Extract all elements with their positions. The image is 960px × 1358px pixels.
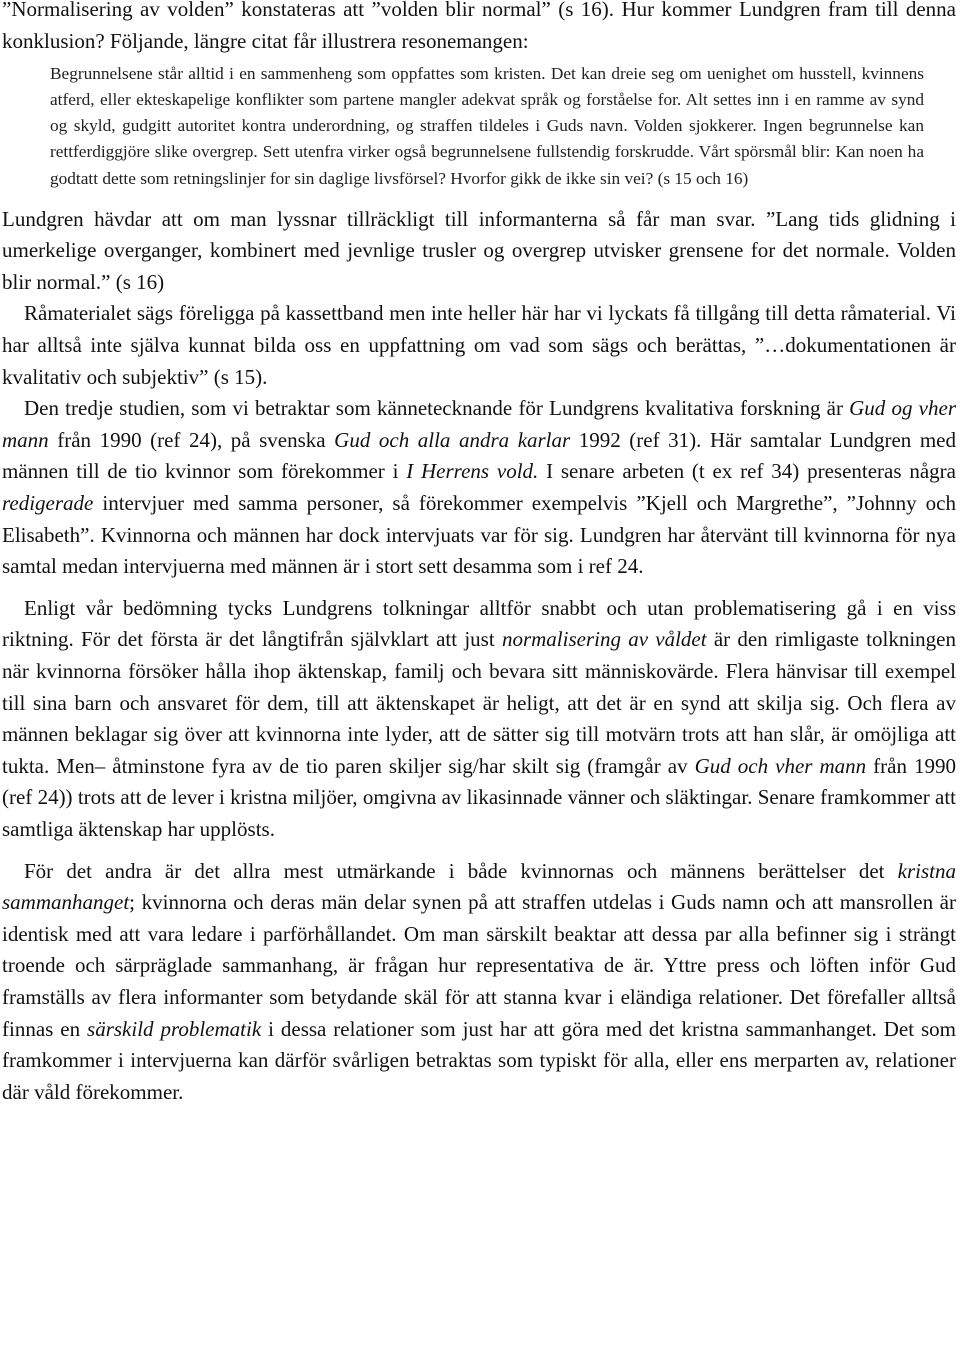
emphasis-redigerade: redigerade bbox=[2, 491, 94, 515]
paragraph-4-text: Enligt vår bedömning tycks Lundgrens tolkningar alltför snabbt och utan problematisering gå i en viss riktning. För det första är det långtifrån självklart att just bbox=[2, 595, 956, 652]
paragraph-1: Lundgren hävdar att om man lyssnar tillräckligt till informanterna så får man svar. ”Lang tids glidning i umerkelige overganger, kombinert med jevnlige trusler og overgrep utvisker grensene for det normale. Volden blir normal.” (s 16) bbox=[2, 206, 956, 294]
paragraph-3-text: I senare arbeten (t ex ref 34) presenteras några bbox=[538, 459, 956, 484]
emphasis-normalisering-av-valdet: normalisering av våldet bbox=[501, 627, 707, 652]
block-quote: Begrunnelsene står alltid i en sammenheng som oppfattes som kristen. Det kan dreie seg om uenighet om husstell, kvinnens atferd, eller ekteskapelige konflikter som partene mangler adekvat språk og forståelse for. Alt settes inn i en ramme av synd og skyld, gudgitt autoritet kontra underordning, og straffen tildeles i Guds navn. Volden sjokkerer. Ingen begrunnelse kan rettferdiggjöre slike overgrep. Sett utenfra virker også begrunnelsene fullstendig forskrudde. Vårt spörsmål blir: Kan noen ha godtatt dette som retningslinjer for sin daglige livsförsel? Hvorfor gikk de ikke sin vei? (s 15 och 16) bbox=[50, 64, 924, 188]
paragraph-5-text: För det andra är det allra mest utmärkande i både kvinnornas och männens berättelser det bbox=[24, 858, 898, 883]
emphasis-sarskild-problematik: särskild problematik bbox=[87, 1016, 262, 1041]
paragraph-4 bbox=[0, 593, 960, 846]
paragraph-5-text: ; kvinnorna och deras män delar synen på att straffen utdelas i Guds namn och att mansrollen är identisk med att vara ledare i parförhållandet. Om man särskilt beaktar att dessa par alla befinner sig i strängt troende och särpräglade sammanhang, är frågan hur representativa de är. Yttre press och löften inför Gud framställs av flera informanter som betydande skäl för att stanna kvar i eländiga relationer. Det förefaller alltså finnas en bbox=[2, 890, 956, 1041]
paragraph-3-text: 1992 (ref 31). Här samtalar Lundgren med männen till de tio kvinnor som förekommer i bbox=[2, 427, 956, 484]
emphasis-kristna-sammanhanget: kristna sammanhanget bbox=[2, 858, 956, 915]
paragraph-3-text: Den tredje studien, som vi betraktar som kännetecknande för Lundgrens kvalitativa forskning är bbox=[24, 396, 850, 421]
paragraph-3 bbox=[0, 393, 960, 583]
paragraph-4-text: är den rimligaste tolkningen när kvinnorna försöker hålla ihop äktenskap, familj och bevara sitt människovärde. Flera hänvisar till exempel till sina barn och ansvaret för dem, till att äktenskapet är heligt, att det är en synd att skilja sig. Och flera av männen beklagar sig över att kvinnorna inte lyder, att de sätter sig till motvärn trots att han slår, är omöjliga att tukta. Men– åtminstone fyra av de tio paren skiljer sig/har skilt sig (framgår av bbox=[2, 627, 957, 778]
paragraph-3-text: från 1990 (ref 24), på svenska bbox=[48, 427, 335, 452]
paragraph-5-text: i dessa relationer som just har att göra med det kristna sammanhanget. Det som framkommer i intervjuerna kan därför svårligen betraktas som typiskt för alla, eller ens merparten av, relationer där våld förekommer. bbox=[2, 1016, 956, 1104]
book-title-gud-och-vher-mann: Gud och vher mann bbox=[694, 753, 867, 778]
paragraph-3-text: intervjuer med samma personer, så förekommer exempelvis ”Kjell och Margrethe”, ”Johnny och Elisabeth”. Kvinnorna och männen har dock intervjuats var för sig. Lundgren har återvänt till kvinnorna för nya samtal medan intervjuerna med männen är i stort sett desamma som i ref 24. bbox=[2, 491, 956, 579]
book-title-gud-och-alla-andra-karlar: Gud och alla andra karlar bbox=[334, 427, 571, 452]
book-title-i-herrens-vold: I Herrens vold. bbox=[406, 459, 539, 484]
paragraph-5 bbox=[0, 856, 960, 1109]
paragraph-2: Råmaterialet sägs föreligga på kassettband men inte heller här har vi lyckats få tillgång till detta råmaterial. Vi har alltså inte själva kunnat bilda oss en uppfattning om vad som sägs och berättas, ”…dokumentationen är kvalitativ och subjektiv” (s 15). bbox=[2, 301, 956, 389]
book-title-gud-og-vher-mann: Gud og vher mann bbox=[2, 396, 956, 452]
paragraph-4-text: från 1990 (ref 24)) trots att de lever i kristna miljöer, omgivna av likasinnade vänner och släktingar. Senare framkommer att samtliga äktenskap har upplösts. bbox=[2, 753, 956, 841]
opening-paragraph: ”Normalisering av volden” konstateras att ”volden blir normal” (s 16). Hur kommer Lundgren fram till denna konklusion? Följande, längre citat får illustrera resonemangen: bbox=[2, 0, 956, 53]
